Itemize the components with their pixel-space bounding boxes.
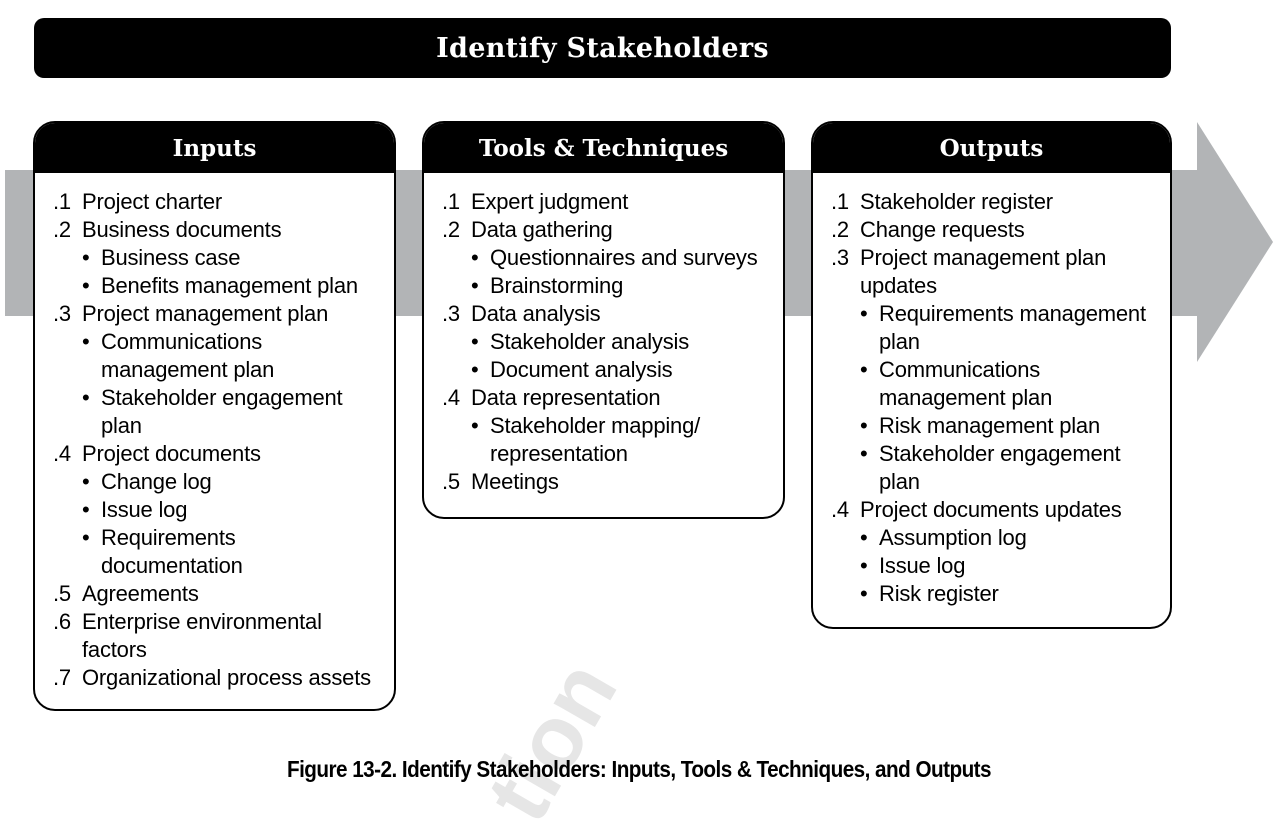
item-label: Expert judgment: [471, 189, 629, 214]
bullet-icon: •: [82, 245, 90, 270]
bullet-icon: •: [471, 245, 479, 270]
sub-item-label: Communications management plan: [101, 329, 275, 382]
item-label: Change requests: [860, 217, 1025, 242]
bullet-icon: •: [860, 413, 868, 438]
sub-list-item: [831, 300, 1161, 356]
diagram-title: Identify Stakeholders: [436, 32, 769, 64]
bullet-icon: •: [860, 525, 868, 550]
tools-header-label: Tools & Techniques: [478, 134, 729, 162]
sub-list-item: [831, 580, 1161, 608]
item-label: Stakeholder register: [860, 189, 1053, 214]
bullet-icon: •: [82, 525, 90, 550]
sub-item-label: Stakeholder engagement plan: [101, 385, 343, 438]
list-item: [442, 468, 782, 496]
item-number: .2: [442, 217, 460, 242]
bullet-icon: •: [471, 273, 479, 298]
sub-list-item: [53, 468, 373, 496]
list-item: [53, 188, 373, 216]
sub-list-item: [53, 272, 373, 300]
bullet-icon: •: [82, 385, 90, 410]
sub-list-item: [53, 496, 373, 524]
sub-item-label: Requirements documentation: [101, 525, 243, 578]
list-item: [53, 300, 373, 328]
list-item: [442, 384, 782, 412]
item-label: Data analysis: [471, 301, 601, 326]
sub-list-item: [442, 244, 782, 272]
bullet-icon: •: [860, 301, 868, 326]
inputs-list: [35, 173, 373, 692]
sub-item-label: Stakeholder mapping/ representation: [490, 413, 701, 466]
item-label: Meetings: [471, 469, 559, 494]
sub-item-label: Brainstorming: [490, 273, 624, 298]
inputs-box: [33, 121, 396, 711]
sub-item-label: Document analysis: [490, 357, 673, 382]
item-number: .1: [442, 189, 460, 214]
bullet-icon: •: [860, 581, 868, 606]
item-label: Data gathering: [471, 217, 613, 242]
sub-list-item: [442, 412, 782, 468]
sub-list-item: [53, 328, 373, 384]
outputs-box: [811, 121, 1172, 629]
inputs-header-label: Inputs: [172, 134, 257, 162]
list-item: [53, 664, 373, 692]
sub-item-label: Issue log: [101, 497, 188, 522]
list-item: [53, 608, 373, 664]
list-item: [442, 188, 782, 216]
sub-list-item: [831, 440, 1161, 496]
item-label: Organizational process assets: [82, 665, 371, 690]
item-label: Business documents: [82, 217, 282, 242]
list-item: [831, 244, 1161, 300]
tools-box: [422, 121, 785, 519]
sub-item-label: Questionnaires and surveys: [490, 245, 758, 270]
diagram-title-bar: [34, 18, 1171, 78]
item-label: Project documents updates: [860, 497, 1122, 522]
list-item: [53, 440, 373, 468]
bullet-icon: •: [860, 357, 868, 382]
sub-item-label: Assumption log: [879, 525, 1027, 550]
sub-list-item: [53, 524, 373, 580]
sub-item-label: Risk register: [879, 581, 999, 606]
item-number: .1: [53, 189, 71, 214]
item-number: .1: [831, 189, 849, 214]
item-label: Project charter: [82, 189, 223, 214]
item-number: .2: [53, 217, 71, 242]
item-label: Project management plan updates: [860, 245, 1107, 298]
bullet-icon: •: [860, 553, 868, 578]
sub-list-item: [442, 356, 782, 384]
outputs-list: [813, 173, 1161, 608]
item-number: .3: [831, 245, 849, 270]
item-number: .4: [442, 385, 460, 410]
list-item: [831, 496, 1161, 524]
sub-list-item: [442, 328, 782, 356]
sub-item-label: Risk management plan: [879, 413, 1101, 438]
item-number: .5: [442, 469, 460, 494]
item-label: Project documents: [82, 441, 261, 466]
item-number: .7: [53, 665, 71, 690]
item-label: Project management plan: [82, 301, 329, 326]
list-item: [442, 300, 782, 328]
sub-list-item: [831, 412, 1161, 440]
sub-list-item: [442, 272, 782, 300]
flow-arrow-head-icon: [1197, 122, 1273, 362]
outputs-header-label: Outputs: [939, 134, 1044, 162]
bullet-icon: •: [82, 273, 90, 298]
item-label: Enterprise environmental factors: [82, 609, 322, 662]
item-number: .4: [831, 497, 849, 522]
item-number: .6: [53, 609, 71, 634]
sub-item-label: Stakeholder engagement plan: [879, 441, 1121, 494]
sub-item-label: Requirements management plan: [879, 301, 1146, 354]
sub-item-label: Business case: [101, 245, 241, 270]
inputs-header: [35, 123, 394, 173]
bullet-icon: •: [471, 329, 479, 354]
bullet-icon: •: [82, 469, 90, 494]
tools-list: [424, 173, 782, 496]
sub-list-item: [53, 244, 373, 272]
sub-list-item: [53, 384, 373, 440]
bullet-icon: •: [860, 441, 868, 466]
list-item: [53, 216, 373, 244]
list-item: [831, 188, 1161, 216]
item-number: .5: [53, 581, 71, 606]
watermark: tion: [467, 644, 637, 838]
sub-item-label: Communications management plan: [879, 357, 1053, 410]
sub-list-item: [831, 552, 1161, 580]
tools-header: [424, 123, 783, 173]
sub-item-label: Benefits management plan: [101, 273, 358, 298]
item-number: .2: [831, 217, 849, 242]
sub-item-label: Change log: [101, 469, 212, 494]
sub-list-item: [831, 524, 1161, 552]
list-item: [831, 216, 1161, 244]
item-number: .4: [53, 441, 71, 466]
item-label: Agreements: [82, 581, 199, 606]
item-label: Data representation: [471, 385, 661, 410]
figure-caption: Figure 13-2. Identify Stakeholders: Inputs, Tools & Techniques, and Outputs: [286, 756, 992, 782]
list-item: [442, 216, 782, 244]
sub-list-item: [831, 356, 1161, 412]
list-item: [53, 580, 373, 608]
bullet-icon: •: [471, 357, 479, 382]
bullet-icon: •: [471, 413, 479, 438]
sub-item-label: Issue log: [879, 553, 966, 578]
item-number: .3: [442, 301, 460, 326]
item-number: .3: [53, 301, 71, 326]
bullet-icon: •: [82, 497, 90, 522]
sub-item-label: Stakeholder analysis: [490, 329, 690, 354]
outputs-header: [813, 123, 1170, 173]
bullet-icon: •: [82, 329, 90, 354]
